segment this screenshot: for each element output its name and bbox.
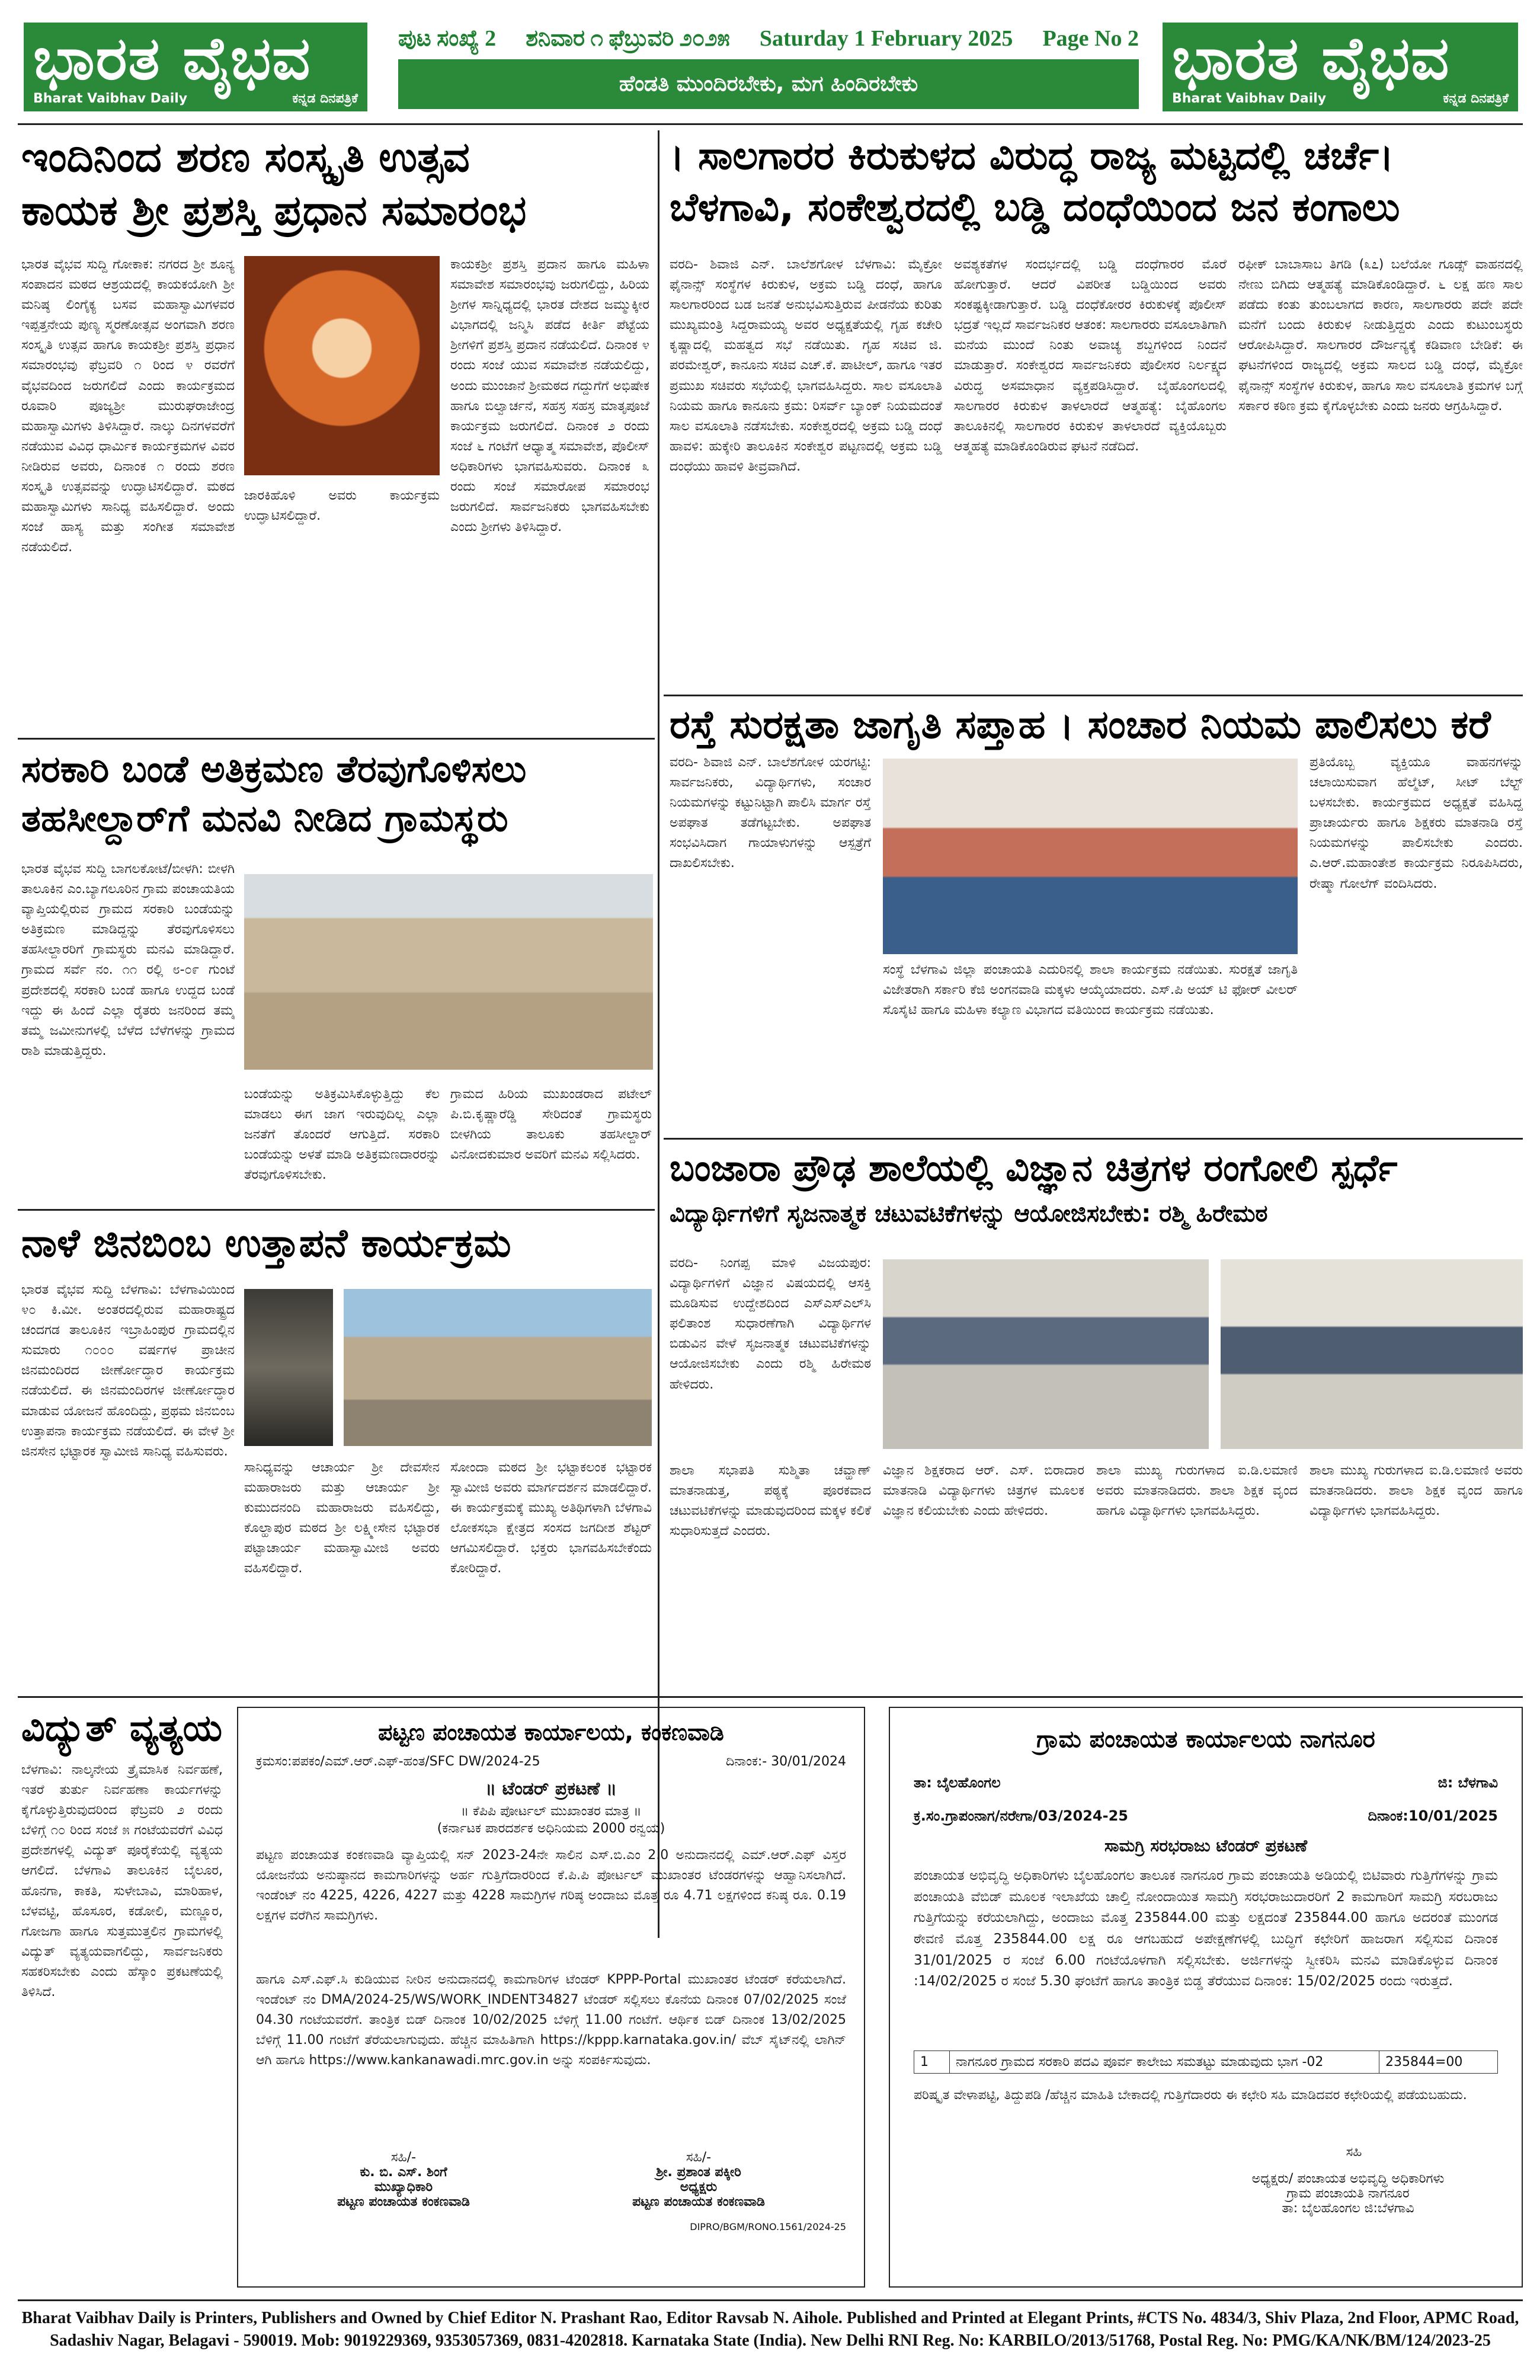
notice1-sub1: ॥ ಕೆಪಿಪಿ ಪೋರ್ಟಲ್ ಮುಖಾಂತರ ಮಾತ್ರ ॥ <box>460 1803 642 1819</box>
divider-road-banjara <box>664 1138 1523 1140</box>
header-info-row <box>398 24 1139 53</box>
notice1-sub2: (ಕರ್ನಾಟಕ ಪಾರದರ್ಶಕ ಅಧಿನಿಯಮ 2000 ರನ್ವಯ) <box>437 1821 665 1836</box>
banjara-column-3: ವಿಜ್ಞಾನ ಶಿಕ್ಷಕರಾದ ಆರ್. ಎಸ್. ಬಿರಾದಾರ ಮಾತನಾಡಿ ವಿದ್ಯಾರ್ಥಿಗಳು ಚಿತ್ರಗಳ ಮೂಲಕ ವಿಜ್ಞಾನ ಕಲಿಯಬೇಕು ಎಂದು ಹೇಳಿದರು. <box>883 1463 1084 1519</box>
masthead-title: ಭಾರತ ವೈಭವ <box>33 23 312 93</box>
notice2-body: ಪಂಚಾಯತ ಅಭಿವೃದ್ಧಿ ಅಧಿಕಾರಿಗಳು ಬೈಲಹೊಂಗಲ ತಾಲೂಕ ನಾಗನೂರ ಗ್ರಾಮ ಪಂಚಾಯತಿ ಅಡಿಯಲ್ಲಿ ಬಿಟಿವಾರು ಗುತ್ತಿಗೆಗಳನ್ನು ಗ್ರಾಮ ಪಂಚಾಯತಿ ವೆಬಿಡ್ ಮೂಲಕ ಇಲಾಖೆಯ ಚಾಲ್ತಿ ನೋಂದಾಯಿತ ಸಾಮಗ್ರಿ ಸರಭರಾಜುದಾರರಿಗೆ 2 ಕಾಮಗಾರಿಗೆ ಸಾಮಗ್ರಿ ಸರಬರಾಜು ಗುತ್ತಿಗೆಯನ್ನು ಕರೆಯಲಾಗಿದ್ದು, ಅಂದಾಜು ಮೊತ್ತ 235844.00 ಮತ್ತು ಲಕ್ಷದಂತೆ 235844.00 ಹಾಗೂ ಅದರಂತೆ ಮುಂಗಡ ಠೇವಣಿ ಮೊತ್ತ 235844.00 ಲಕ್ಷ ರೂ ಆಗಬಹುದೆ ಅಪೇಕ್ಷಣೆಗಳಲ್ಲಿ ಬುದ್ಧಿಗೆ ಕಛೇರಿಗೆ ಹಾಜರಾಗ ಸಲ್ಲಿಸುವ ದಿನಾಂಕ 31/01/2025 ರ ಸಂಜೆ 6.00 ಗಂಟೆಯೊಳಗಾಗಿ ಸಲ್ಲಿಸಬೇಕು. ಅರ್ಜಿಗಳನ್ನು ಸ್ವೀಕರಿಸಿ ಮನವಿ ಮಾಡಿಕೊಳ್ಳುವ ದಿನಾಂಕ :14/02/2025 ರ ಸಂಜೆ 5.30 ಘಂಟೆಗೆ ಹಾಗೂ ತಾಂತ್ರಿಕ ಬಿಡ್ಡ ತೆರೆಯುವ ದಿನಾಂಕ: 15/02/2025 ರಂದು ಇರುತ್ತದೆ. <box>914 1868 1498 1989</box>
road-headline: ರಸ್ತೆ ಸುರಕ್ಷತಾ ಜಾಗೃತಿ ಸಪ್ತಾಹ । ಸಂಚಾರ ನಿಯಮ ಪಾಲಿಸಲು ಕರೆ <box>670 702 1491 747</box>
road-column-1: ವರದಿ- ಶಿವಾಜಿ ಎನ್. ಬಾಲೆಶಗೋಳ ಯರಗಟ್ಟಿ: ಸಾರ್ವಜನಿಕರು, ವಿದ್ಯಾರ್ಥಿಗಳು, ಸಂಚಾರ ನಿಯಮಗಳನ್ನು ಕಟ್ಟುನಿಟ್ಟಾಗಿ ಪಾಲಿಸಿ ಮಾರ್ಗ ರಸ್ತೆ ಅಪಘಾತ ತಡೆಗಟ್ಟಬೇಕು. ಅಪಘಾತ ಸಂಭವಿಸಿದಾಗ ಗಾಯಾಳುಗಳನ್ನು ಆಸ್ಪತ್ರೆಗೆ ದಾಖಲಿಸಬೇಕು. <box>670 755 871 871</box>
notice1-para2: ಹಾಗೂ ಎಸ್.ಎಫ್.ಸಿ ಕುಡಿಯುವ ನೀರಿನ ಅನುದಾನದಲ್ಲಿ ಕಾಮಗಾರಿಗಳ ಟೆಂಡರ್ KPPP-Portal ಮುಖಾಂತರ ಟೆಂಡರ್ ಕರೆಯಲಾಗಿದೆ. ಇಂಡೆಂಟ್ ನಂ DMA/2024-25/WS/WORK_INDENT34827 ಟೆಂಡರ್ ಸಲ್ಲಿಸಲು ಕೊನೆಯ ದಿನಾಂಕ 07/02/2025 ಸಂಜೆ 04.30 ಗಂಟೆಯವರೆಗೆ. ತಾಂತ್ರಿಕ ಬಿಡ್ ದಿನಾಂಕ 10/02/2025 ಬೆಳಿಗ್ಗೆ 11.00 ಗಂಟೆಗೆ. ಆರ್ಥಿಕ ಬಿಡ್ ದಿನಾಂಕ 13/02/2025 ಬೆಳಿಗ್ಗೆ 11.00 ಗಂಟೆಗೆ ತೆರೆಯಲಾಗುವುದು. ಹೆಚ್ಚಿನ ಮಾಹಿತಿಗಾಗಿ https://kppp.karnataka.gov.in/ ವೆಬ್ ಸೈಟ್‌ನಲ್ಲಿ ಲಾಗಿನ್ ಆಗಿ ಹಾಗೂ https://www.kankanawadi.mrc.gov.in ಅನ್ನು ಸಂಪರ್ಕಿಸುವುದು. <box>256 1972 846 2068</box>
notice1-right-org: ಪಟ್ಟಣ ಪಂಚಾಯತ ಕಂಕಣವಾಡಿ <box>632 2194 765 2209</box>
sharana-column-3: ಕಾಯಕಶ್ರೀ ಪ್ರಶಸ್ತಿ ಪ್ರದಾನ ಹಾಗೂ ಮಹಿಳಾ ಸಮಾವೇಶ ಸಮಾರಂಭವು ಜರುಗಲಿದ್ದು, ಹಿರಿಯ ಶ್ರೀಗಳ ಸಾನ್ನಿಧ್ಯದಲ್ಲಿ ಭಾರತ ದೇಶದ ಜಮ್ಮುಕ್ಕೀರ ವಿಭಾಗದಲ್ಲಿ ಜನ್ಮಿಸಿ ಪಡೆದ ಕೀರ್ತಿ ಪೆಟ್ಟೆಯ ಶ್ರೀಗಳಿಗೆ ಪ್ರಶಸ್ತಿ ಪ್ರದಾನ ನಡೆಯಲಿದೆ. ದಿನಾಂಕ ೪ ರಂದು ಸಂಜೆ ಯುವ ಸಮಾವೇಶ ನಡೆಯಲಿದ್ದು, ಅಂದು ಮುಂಜಾನೆ ಶ್ರೀಮಠದ ಗದ್ದುಗೆಗೆ ಅಭಿಷೇಕ ಹಾಗೂ ಬಿಲ್ವಾರ್ಚನೆ, ಸಹಸ್ರ ಸಹಸ್ರ ಮಾತೃಪೂಜೆ ಕಾರ್ಯಕ್ರಮ ಜರುಗಲಿದೆ. ದಿನಾಂಕ ೨ ರಂದು ಸಂಜೆ ೬ ಗಂಟೆಗೆ ಆಧ್ಯಾತ್ಮ ಸಮಾವೇಶ, ಪೊಲೀಸ್ ಅಧಿಕಾರಿಗಳು ಭಾಗವಹಿಸುವರು. ದಿನಾಂಕ ೩ ರಂದು ಸಂಜೆ ಸಮಾರೋಪ ಸಮಾರಂಭ ಜರುಗಲಿದೆ. ಸಾರ್ವಜನಿಕರು ಭಾಗವಹಿಸಬೇಕು ಎಂದು ಶ್ರೀಗಳು ತಿಳಿಸಿದ್ದಾರೆ. <box>450 257 649 535</box>
divider-salagara-road <box>664 695 1523 696</box>
notice2-footer: ಪರಿಷ್ಕೃತ ವೇಳಾಪಟ್ಟಿ, ತಿದ್ದುಪಡಿ /ಹೆಚ್ಚಿನ ಮಾಹಿತಿ ಬೇಕಾದಲ್ಲಿ ಗುತ್ತಿಗೆದಾರರು ಈ ಕಛೇರಿ ಸಹಿ ಮಾಡಿದವರ ಕಛೇರಿಯಲ್ಲಿ ಪಡೆಯಬಹುದು. <box>914 2088 1467 2103</box>
notice1-left-name: ಕು. ಬಿ. ಎಸ್. ಶಿಂಗೆ <box>360 2164 447 2180</box>
masthead-title-right: ಭಾರತ ವೈಭವ <box>1172 23 1451 93</box>
banjara-subhead: ವಿದ್ಯಾರ್ಥಿಗಳಿಗೆ ಸೃಜನಾತ್ಮಕ ಚಟುವಟಿಕೆಗಳನ್ನು ಆಯೋಜಿಸಬೇಕು: ರಶ್ಮಿ ಹಿರೇಮಠ <box>670 1200 1268 1227</box>
salagara-column-3: ರಫೀಕ್ ಬಾಬಾಸಾಬ ತಿಗಡಿ (೩೭) ಬಲೆಯೋ ಗೂಡ್ಸ್ ವಾಹನದಲ್ಲಿ ನೇಣು ಬಿಗಿದು ಆತ್ಮಹತ್ಯೆ ಮಾಡಿಕೊಂಡಿದ್ದಾರೆ. ೬ ಲಕ್ಷ ಹಣ ಸಾಲ ಪಡೆದು ಕಂತು ತುಂಬಲಾಗದ ಕಾರಣ, ಸಾಲಗಾರರು ಪದೇ ಪದೇ ಮನೆಗೆ ಬಂದು ಕಿರುಕುಳ ನೀಡುತ್ತಿದ್ದರು ಎಂದು ಕುಟುಂಬಸ್ಥರು ಆರೋಪಿಸಿದ್ದಾರೆ. ಸಾಲಗಾರರ ದೌರ್ಜನ್ಯಕ್ಕೆ ಕಡಿವಾಣ ಬೇಡಿಕೆ: ಈ ಘಟನೆಗಳಿಂದ ರಾಜ್ಯದಲ್ಲಿ ಅಕ್ರಮ ಸಾಲದ ಬಡ್ಡಿ ದಂಧೆ, ಮೈಕ್ರೋ ಫೈನಾನ್ಸ್ ಸಂಸ್ಥೆಗಳ ಕಿರುಕುಳ, ಹಾಗೂ ಸಾಲ ವಸೂಲಾತಿ ಕ್ರಮಗಳ ಬಗ್ಗೆ ಸರ್ಕಾರ ಕಠಿಣ ಕ್ರಮ ಕೈಗೊಳ್ಳಬೇಕು ಎಂದು ಜನರು ಆಗ್ರಹಿಸಿದ್ದಾರೆ. <box>1238 257 1523 414</box>
table-cell-amount: 235844=00 <box>1379 2051 1498 2074</box>
bande-headline-1: ಸರಕಾರಿ ಬಂಡೆ ಅತಿಕ್ರಮಣ ತೆರವುಗೊಳಿಸಲು <box>21 747 527 791</box>
jinabimba-column-2: ಸಾನಿಧ್ಯವನ್ನು ಆಚಾರ್ಯ ಶ್ರೀ ದೇವಸೇನ ಮಹಾರಾಜರು ಮತ್ತು ಆಚಾರ್ಯ ಶ್ರೀ ಕುಮುದನಂದಿ ಮಹಾರಾಜರು ವಹಿಸಲಿದ್ದು, ಕೊಲ್ಹಾಪುರ ಮಠದ ಶ್ರೀ ಲಕ್ಷ್ಮೀಸೇನ ಭಟ್ಟಾರಕ ಪಟ್ಟಾಚಾರ್ಯ ಮಹಾಸ್ವಾಮೀಜಿ ಅವರು ವಹಿಸಲಿದ್ದಾರೆ. <box>244 1460 440 1576</box>
salagara-headline-2: ಬೆಳಗಾವಿ, ಸಂಕೇಶ್ವರದಲ್ಲಿ ಬಡ್ಡಿ ದಂಧೆಯಿಂದ ಜನ ಕಂಗಾಲು <box>670 184 1400 230</box>
column-divider-top <box>658 130 659 1938</box>
salagara-column-1: ವರದಿ- ಶಿವಾಜಿ ಎನ್. ಬಾಲೆಶಗೋಳ ಬೆಳಗಾವಿ: ಮೈಕ್ರೋ ಫೈನಾನ್ಸ್ ಸಂಸ್ಥೆಗಳ ಕಿರುಕುಳ, ಅಕ್ರಮ ಬಡ್ಡಿ ದಂಧೆ, ಹಾಗೂ ಸಾಲಗಾರರಿಂದ ಬಡ ಜನತೆ ಅನುಭವಿಸುತ್ತಿರುವ ಪೀಡನೆಯ ಕುರಿತು ಮುಖ್ಯಮಂತ್ರಿ ಸಿದ್ದರಾಮಯ್ಯ ಅವರ ಅಧ್ಯಕ್ಷತೆಯಲ್ಲಿ ಗೃಹ ಕಚೇರಿ ಕೃಷ್ಣಾದಲ್ಲಿ ಮಹತ್ವದ ಸಭೆ ನಡೆಯಿತು. ಗೃಹ ಸಚಿವ ಜಿ. ಪರಮೇಶ್ವರ್, ಕಾನೂನು ಸಚಿವ ಎಚ್.ಕೆ. ಪಾಟೀಲ್, ಹಾಗೂ ಇತರ ಪ್ರಮುಖ ಸಚಿವರು ಸಭೆಯಲ್ಲಿ ಭಾಗವಹಿಸಿದ್ದರು. ಸಾಲ ವಸೂಲಾತಿ ನಿಯಮ ಹಾಗೂ ಕಾನೂನು ಕ್ರಮ: ರಿಸರ್ವ್ ಬ್ಯಾಂಕ್ ನಿಯಮದಂತೆ ಸಾಲ ವಸೂಲಾತಿ ನಡೆಸಬೇಕು. ಸಂಕೇಶ್ವರದಲ್ಲಿ ಅಕ್ರಮ ಬಡ್ಡಿ ದಂಧೆ ಹಾವಳಿ: ಹುಕ್ಕೇರಿ ತಾಲೂಕಿನ ಸಂಕೇಶ್ವರ ಪಟ್ಟಣದಲ್ಲಿ ಅಕ್ರಮ ಬಡ್ಡಿ ದಂಧೆಯು ಹಾವಳಿ ತೀವ್ರವಾಗಿದೆ. <box>670 257 942 474</box>
bande-column-1: ಭಾರತ ವೈಭವ ಸುದ್ದಿ ಬಾಗಲಕೋಟೆ/ಬೀಳಗಿ: ಬೀಳಗಿ ತಾಲೂಕಿನ ಎಂ.ಬ್ಯಾಗಲೂರಿನ ಗ್ರಾಮ ಪಂಚಾಯತಿಯ ವ್ಯಾಪ್ತಿಯಲ್ಲಿರುವ ಗ್ರಾಮದ ಸರಕಾರಿ ಬಂಡೆಯನ್ನು ಅತಿಕ್ರಮಣ ಮಾಡಿದ್ದನ್ನು ತೆರವುಗೊಳಿಸಲು ತಹಸೀಲ್ದಾರರಿಗೆ ಗ್ರಾಮಸ್ಥರು ಮನವಿ ಮಾಡಿದ್ದಾರೆ. ಗ್ರಾಮದ ಸರ್ವೆ ನಂ. ೧೧ ರಲ್ಲಿ ೮-೦೯ ಗುಂಟೆ ಪ್ರದೇಶದಲ್ಲಿ ಸರಕಾರಿ ಬಂಡೆ ಹಾಗೂ ಉದ್ದದ ಬಂಡೆ ಇದ್ದು ಈ ಹಿಂದೆ ಎಲ್ಲಾ ರೈತರು ಜನರಿಂದ ತಮ್ಮ ತಮ್ಮ ಜಮೀನುಗಳಲ್ಲಿ ಬೆಳೆದ ಬೆಳೆಗಳನ್ನು ಗ್ರಾಮದ ರಾಶಿ ಮಾಡುತ್ತಿದ್ದರು. <box>21 862 235 1058</box>
notice2-sign3: ತಾ: ಬೈಲಹೊಂಗಲ ಜಿ:ಬೆಳಗಾವಿ <box>1282 2201 1414 2216</box>
banjara-column-1: ವರದಿ- ನಿಂಗಪ್ಪ ಮಾಳಿ ವಿಜಯಪುರ: ವಿದ್ಯಾರ್ಥಿಗಳಿಗೆ ವಿಜ್ಞಾನ ವಿಷಯದಲ್ಲಿ ಆಸಕ್ತಿ ಮೂಡಿಸುವ ಉದ್ದೇಶದಿಂದ ಎಸ್ಎಸ್ಎಲ್‌ಸಿ ಫಲಿತಾಂಶ ಸುಧಾರಣೆಗಾಗಿ ವಿದ್ಯಾರ್ಥಿಗಳ ಬಿಡುವಿನ ವೇಳೆ ಸೃಜನಾತ್ಮಕ ಚಟುವಟಿಕೆಗಳನ್ನು ಆಯೋಜಿಸಬೇಕು ಎಂದು ರಶ್ಮಿ ಹಿರೇಮಠ ಹೇಳಿದರು. <box>670 1256 871 1392</box>
tender-notice-naganur <box>889 1707 1523 2288</box>
bande-headline-2: ತಹಸೀಲ್ದಾರ್‌ಗೆ ಮನವಿ ನೀಡಿದ ಗ್ರಾಮಸ್ಥರು <box>21 796 508 840</box>
salagara-column-2: ಅವಶ್ಯಕತೆಗಳ ಸಂದರ್ಭದಲ್ಲಿ ಬಡ್ಡಿ ದಂಧೆಗಾರರ ಮೊರೆ ಹೋಗುತ್ತಾರೆ. ಆದರೆ ವಿಪರೀತ ಬಡ್ಡಿಯಿಂದ ಅವರು ಸಂಕಷ್ಟಕ್ಕೀಡಾಗುತ್ತಾರೆ. ಬಡ್ಡಿ ದಂಧೆಕೋರರ ಕಿರುಕುಳಕ್ಕೆ ಪೊಲೀಸ್ ಭದ್ರತೆ ಇಲ್ಲದೆ ಸಾರ್ವಜನಿಕರ ಆತಂಕ: ಸಾಲಗಾರರು ವಸೂಲಾತಿಗಾಗಿ ಮನೆಯ ಮುಂದೆ ನಿಂತು ಅವಾಚ್ಯ ಶಬ್ದಗಳಿಂದ ನಿಂದನೆ ಮಾಡುತ್ತಾರೆ. ಸಂಕೇಶ್ವರದ ಸಾರ್ವಜನಿಕರು ಪೊಲೀಸರ ನಿರ್ಲಕ್ಷ್ಯದ ವಿರುದ್ಧ ಅಸಮಾಧಾನ ವ್ಯಕ್ತಪಡಿಸಿದ್ದಾರೆ. ಬೈಹೊಂಗಲದಲ್ಲಿ ಸಾಲಗಾರರ ಕಿರುಕುಳ ತಾಳಲಾರದೆ ಆತ್ಮಹತ್ಯೆ: ಬೈಹೊಂಗಲ ತಾಲೂಕಿನಲ್ಲಿ ಸಾಲಗಾರರ ಕಿರುಕುಳ ತಾಳಲಾರದೆ ವ್ಯಕ್ತಿಯೊಬ್ಬರು ಆತ್ಮಹತ್ಯೆ ಮಾಡಿಕೊಂಡಿರುವ ಘಟನೆ ನಡೆದಿದೆ. <box>954 257 1227 454</box>
jinabimba-column-1: ಭಾರತ ವೈಭವ ಸುದ್ದಿ ಬೆಳಗಾವಿ: ಬೆಳಗಾವಿಯಿಂದ ೪೦ ಕಿ.ಮೀ. ಅಂತರದಲ್ಲಿರುವ ಮಹಾರಾಷ್ಟ್ರದ ಚಂದಗಡ ತಾಲೂಕಿನ ಇಬ್ರಾಹಿಂಪುರ ಗ್ರಾಮದಲ್ಲಿನ ಸುಮಾರು ೧೦೦೦ ವರ್ಷಗಳ ಪ್ರಾಚೀನ ಜಿನಮಂದಿರದ ಜೀರ್ಣೋದ್ಧಾರ ಕಾರ್ಯಕ್ರಮ ನಡೆಯಲಿದೆ. ಈ ಜಿನಮಂದಿರಗಳ ಜೀರ್ಣೋದ್ಧಾರ ಮಾಡುವ ಯೋಜನೆ ಹೊಂದಿದ್ದು, ಪ್ರಥಮ ಜಿನಬಿಂಬ ಉತ್ತಾಪನಾ ಕಾರ್ಯಕ್ರಮ ನಡೆಯಲಿದೆ. ಈ ವೇಳೆ ಶ್ರೀ ಜಿನಸೇನ ಭಟ್ಟಾರಕ ಸ್ವಾಮೀಜಿ ಸಾನಿಧ್ಯ ವಹಿಸುವರು. <box>21 1282 235 1459</box>
sharana-headline-1: ಇಂದಿನಿಂದ ಶರಣ ಸಂಸ್ಕೃತಿ ಉತ್ಸವ <box>21 133 470 181</box>
bande-column-3: ಗ್ರಾಮದ ಹಿರಿಯ ಮುಖಂಡರಾದ ಪಟೇಲ್ ಪಿ.ಬಿ.ಕೃಷ್ಣಾರೆಡ್ಡಿ ಸೇರಿದಂತೆ ಗ್ರಾಮಸ್ಥರು ಬೀಳಗಿಯ ತಾಲೂಕು ತಹಸೀಲ್ದಾರ್ ವಿನೋದಕುಮಾರ ಅವರಿಗೆ ಮನವಿ ಸಲ್ಲಿಸಿದರು. <box>450 1087 652 1163</box>
banjara-column-2: ಶಾಲಾ ಸಭಾಪತಿ ಸುಶ್ಮಿತಾ ಚವ್ಹಾಣ್ ಮಾತನಾಡುತ್ತ, ಪಠ್ಯಕ್ಕೆ ಪೂರಕವಾದ ಚಟುವಟಿಕೆಗಳನ್ನು ಮಾಡುವುದರಿಂದ ಮಕ್ಕಳ ಕಲಿಕೆ ಸುಧಾರಿಸುತ್ತದೆ ಎಂದರು. <box>670 1463 871 1539</box>
road-photo <box>883 759 1298 954</box>
table-cell-no: 1 <box>914 2051 950 2074</box>
divider-mid-bottom <box>18 1696 1523 1698</box>
notice2-title: ಗ್ರಾಮ ಪಂಚಾಯತ ಕಾರ್ಯಾಲಯ ನಾಗನೂರ <box>1036 1726 1375 1753</box>
bande-column-2: ಬಂಡೆಯನ್ನು ಅತಿಕ್ರಮಿಸಿಕೊಳ್ಳುತ್ತಿದ್ದು ಕೆಲ ಮಾಡಲು ಈಗ ಜಾಗ ಇರುವುದಿಲ್ಲ ಎಲ್ಲಾ ಜನತೆಗೆ ತೊಂದರೆ ಆಗುತ್ತಿದೆ. ಸರಕಾರಿ ಬಂಡೆಯನ್ನು ಅಳತೆ ಮಾಡಿ ಅತಿಕ್ರಮಣದಾರರನ್ನು ತೆರವುಗೊಳಿಸಬೇಕು. <box>244 1087 440 1183</box>
road-column-3: ಪ್ರತಿಯೊಬ್ಬ ವ್ಯಕ್ತಿಯೂ ವಾಹನಗಳನ್ನು ಚಲಾಯಿಸುವಾಗ ಹೆಲ್ಮೆಟ್, ಸೀಟ್ ಬೆಲ್ಟ್ ಬಳಸಬೇಕು. ಕಾರ್ಯಕ್ರಮದ ಅಧ್ಯಕ್ಷತೆ ವಹಿಸಿದ್ದ ಪ್ರಾಚಾರ್ಯರು ಹಾಗೂ ಶಿಕ್ಷಕರು ಮಾತನಾಡಿ ರಸ್ತೆ ನಿಯಮಗಳನ್ನು ಪಾಲಿಸಬೇಕು ಎಂದರು. ಎ.ಆರ್.ಮಹಾಂತೇಶ ಕಾರ್ಯಕ್ರಮ ನಿರೂಪಿಸಿದರು, ರೇಷ್ಮಾ ಗೋಲೆಗ್ ವಂದಿಸಿದರು. <box>1310 755 1523 891</box>
notice1-footer-ref: DIPRO/BGM/RONO.1561/2024-25 <box>690 2221 846 2232</box>
jinabimba-column-3: ಸೋಂದಾ ಮಠದ ಶ್ರೀ ಭಟ್ಟಾಕಲಂಕ ಭಟ್ಟಾರಕ ಸ್ವಾಮೀಜಿ ಅವರು ಮಾರ್ಗದರ್ಶನ ಮಾಡಲಿದ್ದಾರೆ. ಈ ಕಾರ್ಯಕ್ರಮಕ್ಕೆ ಮುಖ್ಯ ಅತಿಥಿಗಳಾಗಿ ಬೆಳಗಾವಿ ಲೋಕಸಭಾ ಕ್ಷೇತ್ರದ ಸಂಸದ ಜಗದೀಶ ಶೆಟ್ಟರ್ ಆಗಮಿಸಲಿದ್ದಾರೆ. ಭಕ್ತರು ಭಾಗವಹಿಸಬೇಕೆಂದು ಕೋರಿದ್ದಾರೆ. <box>450 1460 652 1576</box>
notice2-taluk: ತಾ: ಬೈಲಹೊಂಗಲ <box>914 1774 1001 1791</box>
sharana-photo-caption: ಜಾರಕಿಹೊಳಿ ಅವರು ಕಾರ್ಯಕ್ರಮ ಉದ್ಘಾಟಿಸಲಿದ್ದಾರೆ. <box>244 488 440 524</box>
divider-sharana-bande <box>18 738 655 740</box>
sharana-headline-2: ಕಾಯಕ ಶ್ರೀ ಪ್ರಶಸ್ತಿ ಪ್ರಧಾನ ಸಮಾರಂಭ <box>21 186 527 235</box>
notice1-date: ದಿನಾಂಕ:- 30/01/2024 <box>725 1754 846 1769</box>
masthead-subtitle-kn-right: ಕನ್ನಡ ದಿನಪತ್ರಿಕೆ <box>1443 91 1509 106</box>
notice2-sign2: ಗ್ರಾಮ ಪಂಚಾಯತಿ ನಾಗನೂರ <box>1286 2186 1410 2201</box>
notice1-ref: ಕ್ರಮಸಂ:ಪಪಕಂ/ಎಮ್.ಆರ್.ಎಫ್-ಹಂತ/SFC DW/2024-25 <box>256 1754 540 1769</box>
notice2-sahi: ಸಹಿ <box>1346 2145 1362 2160</box>
notice2-sign1: ಅಧ್ಯಕ್ಷರು/ ಪಂಚಾಯತ ಅಭಿವೃದ್ಧಿ ಅಧಿಕಾರಿಗಳು <box>1251 2171 1445 2186</box>
banjara-photo-2 <box>1221 1259 1523 1449</box>
vidyut-body: ಬೆಳಗಾವಿ: ನಾಲ್ಕನೇಯ ತ್ರೈಮಾಸಿಕ ನಿರ್ವಹಣೆ, ಇತರೆ ತುರ್ತು ನಿರ್ವಹಣಾ ಕಾರ್ಯಗಳನ್ನು ಕೈಗೊಳ್ಳುತ್ತಿರುವುದರಿಂದ ಫೆಬ್ರವರಿ ೨ ರಂದು ಬೆಳಿಗ್ಗೆ ೧೦ ರಿಂದ ಸಂಜೆ ೫ ಗಂಟೆಯವರೆಗೆ ವಿವಿಧ ಪ್ರದೇಶಗಳಲ್ಲಿ ವಿದ್ಯುತ್ ಪೂರೈಕೆಯಲ್ಲಿ ವ್ಯತ್ಯಯ ಆಗಲಿದೆ. ಬೆಳಗಾವಿ ತಾಲೂಕಿನ ಬೈಲೂರ, ಹೊನಗಾ, ಕಾಕತಿ, ಸುಳೇಬಾವಿ, ಮಾರಿಹಾಳ, ಬೆಳವಟ್ಟಿ, ಹೊಸೂರ, ಕಡೋಲಿ, ಮಣ್ಣೂರ, ಗೋಜಗಾ ಹಾಗೂ ಸುತ್ತಮುತ್ತಲಿನ ಗ್ರಾಮಗಳಲ್ಲಿ ವಿದ್ಯುತ್ ವ್ಯತ್ಯಯವಾಗಲಿದ್ದು, ಸಾರ್ವಜನಿಕರು ಸಹಕರಿಸಬೇಕು ಎಂದು ಹೆಸ್ಕಾಂ ಪ್ರಕಟಣೆಯಲ್ಲಿ ತಿಳಿಸಿದೆ. <box>21 1762 223 2000</box>
notice1-left-sahi: ಸಹಿ/- <box>390 2149 417 2165</box>
jinabimba-headline: ನಾಳೆ ಜಿನಬಿಂಬ ಉತ್ತಾಪನೆ ಕಾರ್ಯಕ್ರಮ <box>21 1220 511 1266</box>
page-number-kn: ಪುಟ ಸಂಖ್ಯೆ 2 <box>398 26 497 51</box>
notice1-title: ಪಟ್ಟಣ ಪಂಚಾಯತ ಕಾರ್ಯಾಲಯ, ಕಂಕಣವಾಡಿ <box>378 1719 724 1745</box>
masthead-left <box>24 23 367 111</box>
imprint-footer <box>18 2299 1523 2365</box>
sharana-photo <box>244 256 440 475</box>
notice1-right-name: ಶ್ರೀ. ಪ್ರಶಾಂತ ಪಕ್ಕೀರಿ <box>656 2164 741 2180</box>
vidyut-headline: ವಿದ್ಯುತ್ ವ್ಯತ್ಯಯ <box>21 1706 223 1749</box>
banjara-column-4: ಶಾಲಾ ಮುಖ್ಯ ಗುರುಗಳಾದ ಐ.ಡಿ.ಲಮಾಣಿ ಅವರು ಮಾತನಾಡಿದರು. ಶಾಲಾ ಶಿಕ್ಷಕ ವೃಂದ ಹಾಗೂ ವಿದ್ಯಾರ್ಥಿಗಳು ಭಾಗವಹಿಸಿದ್ದರು. <box>1096 1463 1298 1519</box>
notice1-right-sahi: ಸಹಿ/- <box>686 2149 712 2165</box>
notice1-para1: ಪಟ್ಟಣ ಪಂಚಾಯತ ಕಂಕಣವಾಡಿ ವ್ಯಾಪ್ತಿಯಲ್ಲಿ ಸನ್ 2023-24ನೇ ಸಾಲಿನ ಎಸ್.ಬಿ.ಎಂ 2.0 ಅನುದಾನದಲ್ಲಿ ಎಮ್.ಆರ್.ಎಫ್ ವಿಸ್ತರ ಯೋಜನೆಯ ಅನುಷ್ಠಾನದ ಕಾಮಗಾರಿಗಳನ್ನು ಅರ್ಹ ಗುತ್ತಿಗೆದಾರರಿಂದ ಕೆ.ಪಿ.ಪಿ ಪೋರ್ಟಲ್ ಮುಖಾಂತರ ಟೆಂಡರಗಳನ್ನು ಆಹ್ವಾನಿಸಲಾಗಿದೆ. ಇಂಡೆಂಟ್ ನಂ 4225, 4226, 4227 ಮತ್ತು 4228 ಸಾಮಗ್ರಿಗಳ ಗರಿಷ್ಠ ಅಂದಾಜು ಮೊತ್ತ ರೂ 4.71 ಲಕ್ಷಗಳಿಂದ ಕನಿಷ್ಠ ರೂ. 0.19 ಲಕ್ಷಗಳ ವರೆಗಿನ ಸಾಮಗ್ರಿಗಳು. <box>256 1847 846 1923</box>
notice2-heading: ಸಾಮಗ್ರಿ ಸರಭರಾಜು ಟೆಂಡರ್ ಪ್ರಕಟಣೆ <box>1104 1836 1308 1856</box>
bande-photo <box>244 874 653 1070</box>
table-cell-work: ನಾಗನೂರ ಗ್ರಾಮದ ಸರಕಾರಿ ಪದವಿ ಪೂರ್ವ ಕಾಲೇಜು ಸಮತಟ್ಟು ಮಾಡುವುದು ಭಾಗ -02 <box>950 2051 1379 2074</box>
tagline-banner: ಹೆಂಡತಿ ಮುಂದಿರಬೇಕು, ಮಗ ಹಿಂದಿರಬೇಕು <box>398 59 1139 109</box>
masthead-divider <box>18 123 1523 125</box>
banjara-column-5: ಶಾಲಾ ಮುಖ್ಯ ಗುರುಗಳಾದ ಐ.ಡಿ.ಲಮಾಣಿ ಅವರು ಮಾತನಾಡಿದರು. ಶಾಲಾ ಶಿಕ್ಷಕ ವೃಂದ ಹಾಗೂ ವಿದ್ಯಾರ್ಥಿಗಳು ಭಾಗವಹಿಸಿದ್ದರು. <box>1310 1463 1523 1519</box>
page-number-en: Page No 2 <box>1042 26 1139 51</box>
notice1-right-title: ಅಧ್ಯಕ್ಷರು <box>680 2179 718 2195</box>
masthead-right <box>1163 23 1518 111</box>
banjara-headline: ಬಂಜಾರಾ ಪ್ರೌಢ ಶಾಲೆಯಲ್ಲಿ ವಿಜ್ಞಾನ ಚಿತ್ರಗಳ ರಂಗೋಲಿ ಸ್ಪರ್ಧೆ <box>670 1146 1398 1189</box>
notice2-table <box>914 2050 1498 2074</box>
masthead-subtitle-en-right: Bharat Vaibhav Daily <box>1172 91 1327 106</box>
road-photo-caption: ಸಂಸ್ಥೆ ಬೆಳಗಾವಿ ಜಿಲ್ಲಾ ಪಂಚಾಯತಿ ಎದುರಿನಲ್ಲಿ ಶಾಲಾ ಕಾರ್ಯಕ್ರಮ ನಡೆಯಿತು. ಸುರಕ್ಷತೆ ಜಾಗೃತಿ ವಿಜೇತರಾಗಿ ಸರ್ಕಾರಿ ಕೆಜಿ ಅಂಗನವಾಡಿ ಮಕ್ಕಳು ಆಯ್ಕೆಯಾದರು. ಎಸ್.ಪಿ ಅಯ್ ಟಿ ಫೋರ್ ವೀಲರ್ ಸೊಸೈಟಿ ಹಾಗೂ ಮಹಿಳಾ ಕಲ್ಯಾಣ ವಿಭಾಗದ ವತಿಯಿಂದ ಕಾರ್ಯಕ್ರಮ ನಡೆಯಿತು. <box>883 962 1298 1018</box>
notice1-left-title: ಮುಖ್ಯಾಧಿಕಾರಿ <box>374 2179 433 2195</box>
salagara-headline-1: । ಸಾಲಗಾರರ ಕಿರುಕುಳದ ವಿರುದ್ಧ ರಾಜ್ಯ ಮಟ್ಟದಲ್ಲಿ ಚರ್ಚೆ। <box>670 133 1394 178</box>
date-en: Saturday 1 February 2025 <box>759 26 1013 51</box>
table-row <box>914 2051 1498 2074</box>
imprint-line-1: Bharat Vaibhav Daily is Printers, Publishers and Owned by Chief Editor N. Prashant Rao, Editor Ravsab N. Aihole. Published and Printed at Elegant Prints, #CTS No. 4834/3, Shiv Plaza, 2nd Floor, APMC Road, <box>21 2309 1519 2327</box>
date-kn: ಶನಿವಾರ ೧ ಫೆಬ್ರುವರಿ ೨೦೨೫ <box>526 26 730 51</box>
jinabimba-temple-photo <box>344 1289 652 1446</box>
tender-notice-kankanawadi <box>237 1707 865 2288</box>
notice1-left-org: ಪಟ್ಟಣ ಪಂಚಾಯತ ಕಂಕಣವಾಡಿ <box>337 2194 470 2209</box>
sharana-column-1: ಭಾರತ ವೈಭವ ಸುದ್ದಿ ಗೋಕಾಕ: ನಗರದ ಶ್ರೀ ಶೂನ್ಯ ಸಂಪಾದನ ಮಠದ ಆಶ್ರಯದಲ್ಲಿ ಕಾಯಕಯೋಗಿ ಶ್ರೀ ಮನಿಷ್ಠ ಲಿಂಗೈಕ್ಯ ಬಸವ ಮಹಾಸ್ವಾಮಿಗಳವರ ಇಪ್ಪತ್ತನೇಯ ಪುಣ್ಯ ಸ್ಮರಣೋತ್ಸವ ಅಂಗವಾಗಿ ಶರಣ ಸಂಸ್ಕೃತಿ ಉತ್ಸವ ಹಾಗೂ ಕಾಯಕಶ್ರೀ ಪ್ರಶಸ್ತಿ ಪ್ರಧಾನ ಸಮಾರಂಭವು ಫೆಬ್ರವರಿ ೧ ರಿಂದ ೪ ರವರೆಗೆ ವೈಭವದಿಂದ ಜರುಗಲಿದೆ ಎಂದು ಕಾರ್ಯಕ್ರಮದ ರೂವಾರಿ ಪೂಜ್ಯಶ್ರೀ ಮುರುಘರಾಜೇಂದ್ರ ಮಹಾಸ್ವಾಮಿಗಳು ತಿಳಿಸಿದ್ದಾರೆ. ನಾಲ್ಕು ದಿನಗಳವರೆಗೆ ನಡೆಯುವ ವಿವಿಧ ಧಾರ್ಮಿಕ ಕಾರ್ಯಕ್ರಮಗಳ ವಿವರ ನೀಡಿರುವ ಅವರು, ದಿನಾಂಕ ೧ ರಂದು ಶರಣ ಸಂಸ್ಕೃತಿ ಉತ್ಸವವನ್ನು ಉದ್ಘಾಟಿಸಲಿದ್ದಾರೆ. ಮಠದ ಮಹಾಸ್ವಾಮಿಗಳು ಸಾನಿಧ್ಯ ವಹಿಸಲಿದ್ದಾರೆ. ಅಂದು ಸಂಜೆ ಹಾಸ್ಯ ಮತ್ತು ಸಂಗೀತ ಸಮಾವೇಶ ನಡೆಯಲಿದೆ. <box>21 257 235 555</box>
banjara-photo-1 <box>883 1259 1209 1449</box>
jinabimba-statue-photo <box>244 1289 333 1446</box>
divider-bande-jinabimba <box>18 1209 655 1211</box>
notice1-heading: ॥ ಟೆಂಡರ್ ಪ್ರಕಟಣೆ ॥ <box>485 1778 617 1799</box>
imprint-line-2: Sadashiv Nagar, Belagavi - 590019. Mob: 9019229369, 9353057369, 0831-4202818. Karnataka State (India). New Delhi RNI Reg. No: KARBILO/2013/51768, Postal Reg. No: PMG/KA/NK/BM/124/2023-25 <box>50 2331 1491 2350</box>
notice2-ref: ಕ್ರ.ಸಂ.ಗ್ರಾಪಂನಾಗ/ನರೇಗಾ/03/2024-25 <box>914 1808 1128 1824</box>
masthead-subtitle-en: Bharat Vaibhav Daily <box>33 91 188 106</box>
notice2-district: ಜಿ: ಬೆಳಗಾವಿ <box>1437 1774 1498 1791</box>
masthead-subtitle-kn: ಕನ್ನಡ ದಿನಪತ್ರಿಕೆ <box>292 91 358 106</box>
notice2-date: ದಿನಾಂಕ:10/01/2025 <box>1368 1808 1498 1824</box>
